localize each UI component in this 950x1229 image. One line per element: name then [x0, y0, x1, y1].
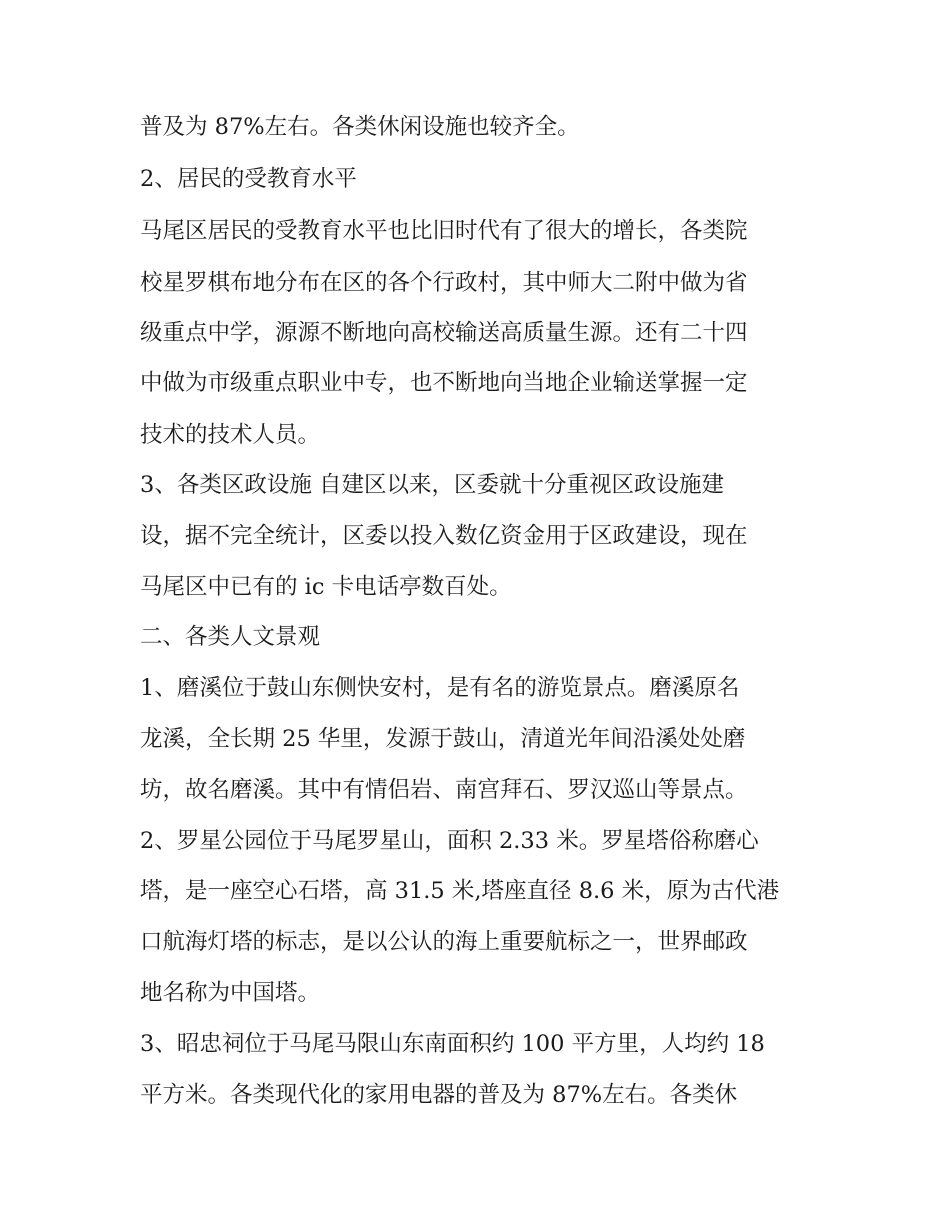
text-line: 平方米。各类现代化的家用电器的普及为 87%左右。各类休 [140, 1082, 738, 1108]
text-line: 技术的技术人员。 [140, 422, 321, 448]
text-line: 龙溪，全长期 25 华里，发源于鼓山，清道光年间沿溪处处磨 [140, 726, 746, 752]
text-line: 1、磨溪位于鼓山东侧快安村，是有名的游览景点。磨溪原名 [140, 675, 740, 701]
text-line: 校星罗棋布地分布在区的各个行政村，其中师大二附中做为省 [140, 270, 748, 296]
text-line: 塔，是一座空心石塔，高 31.5 米,塔座直径 8.6 米，原为古代港 [140, 878, 780, 904]
section-heading: 2、居民的受教育水平 [140, 166, 357, 192]
text-line: 普及为 87%左右。各类休闲设施也较齐全。 [140, 114, 580, 140]
section-heading: 二、各类人文景观 [140, 624, 321, 650]
text-line: 2、罗星公园位于马尾罗星山，面积 2.33 米。罗星塔俗称磨心 [140, 828, 759, 854]
text-line: 马尾区中已有的 ic 卡电话亭数百处。 [140, 574, 512, 600]
text-line: 坊，故名磨溪。其中有情侣岩、南宫拜石、罗汉巡山等景点。 [140, 777, 748, 803]
text-line: 中做为市级重点职业中专，也不断地向当地企业输送掌握一定 [140, 370, 748, 396]
text-line: 马尾区居民的受教育水平也比旧时代有了很大的增长，各类院 [140, 218, 748, 244]
text-line: 3、各类区政设施 自建区以来，区委就十分重视区政设施建 [140, 472, 724, 498]
text-line: 地名称为中国塔。 [140, 980, 321, 1006]
text-line: 口航海灯塔的标志，是以公认的海上重要航标之一，世界邮政 [140, 929, 748, 955]
text-line: 设，据不完全统计，区委以投入数亿资金用于区政建设，现在 [140, 523, 748, 549]
text-line: 级重点中学，源源不断地向高校输送高质量生源。还有二十四 [140, 320, 748, 346]
text-line: 3、昭忠祠位于马尾马限山东南面积约 100 平方里，人均约 18 [140, 1031, 765, 1057]
